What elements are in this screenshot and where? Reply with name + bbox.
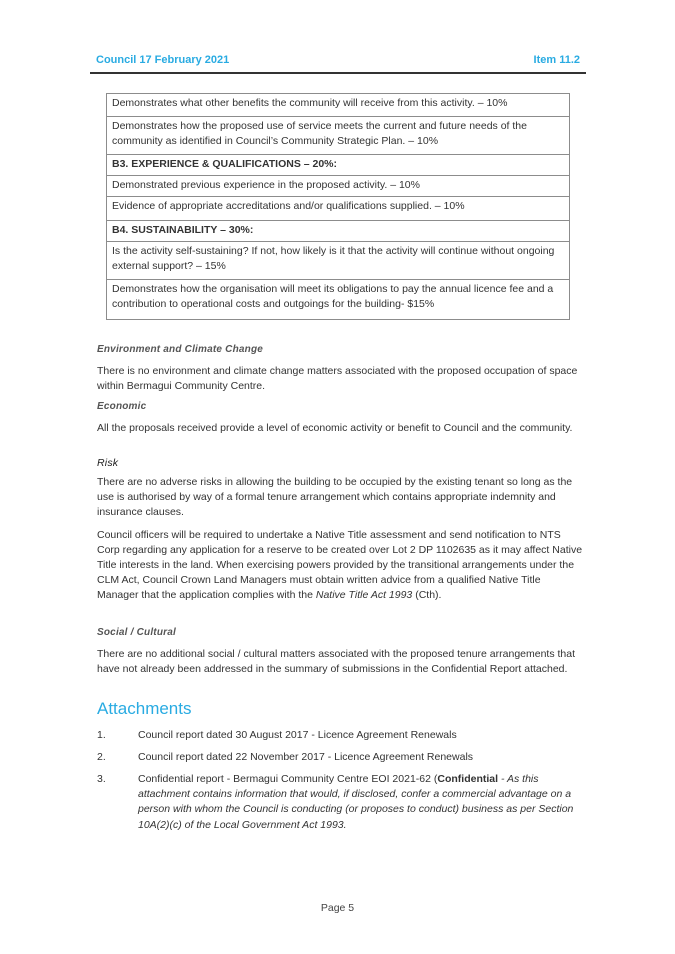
table-row: [107, 176, 570, 197]
criteria-heading-b4: B4. SUSTAINABILITY – 30%:: [107, 221, 570, 242]
section-heading: Risk: [97, 457, 119, 469]
act-title: Native Title Act 1993: [315, 589, 413, 602]
section-heading: Economic: [97, 401, 147, 412]
table-cell: Evidence of appropriate accreditations and/or qualifications supplied. – 10%: [107, 197, 570, 221]
social-section: [97, 627, 583, 677]
criteria-heading-b3: B3. EXPERIENCE & QUALIFICATIONS – 20%:: [107, 155, 570, 176]
section-body: All the proposals received provide a level of economic activity or benefit to Council and the community.: [97, 422, 573, 434]
attachments-heading: Attachments: [97, 699, 192, 718]
native-title-paragraph: [97, 528, 583, 604]
paragraph-text: (Cth).: [412, 589, 442, 602]
confidential-reason: - As this attachment contains information that would, if disclosed, confer a commercial advantage on a person with whom the Council is conducting (or proposes to conduct) business as per Section 10A(2)(c) of the Local Government Act 1993.: [138, 773, 574, 831]
confidential-label: Confidential: [437, 773, 499, 785]
section-heading: Social / Cultural: [97, 627, 176, 638]
section-body: There are no adverse risks in allowing the building to be occupied by the existing tenant so long as the use is authorised by way of a formal tenure arrangement which contains appropriate indemnity and insurance clauses.: [97, 476, 573, 519]
assessment-criteria-table: [106, 93, 570, 320]
economic-section: [97, 401, 583, 436]
attachment-text: Council report dated 30 August 2017 - Licence Agreement Renewals: [138, 729, 457, 741]
attachment-number: 2.: [97, 751, 106, 763]
page-number: Page 5: [320, 902, 355, 914]
table-row: [107, 155, 570, 176]
attachment-number: 3.: [97, 773, 106, 785]
environment-section: [97, 344, 583, 394]
item-number: Item 11.2: [533, 54, 580, 66]
page-header: [96, 52, 582, 72]
table-row: [107, 117, 570, 155]
attachment-text: [138, 772, 578, 833]
table-cell: Is the activity self-sustaining? If not, how likely is it that the activity will continue without ongoing external support? – 15%: [107, 242, 570, 280]
risk-section: [97, 457, 583, 604]
table-cell: Demonstrates what other benefits the community will receive from this activity. – 10%: [107, 94, 570, 117]
attachment-text: Council report dated 22 November 2017 - Licence Agreement Renewals: [138, 751, 474, 763]
table-cell: Demonstrates how the organisation will meet its obligations to pay the annual licence fee and a contribution to operational costs and outgoings for the building- $15%: [107, 280, 570, 320]
table-row: [107, 221, 570, 242]
table-row: [107, 197, 570, 221]
header-divider: [90, 72, 586, 74]
attachment-number: 1.: [97, 729, 106, 741]
section-heading: Environment and Climate Change: [97, 344, 264, 355]
table-row: [107, 242, 570, 280]
paragraph-text: Council officers will be required to undertake a Native Title assessment and send notification to NTS Corp regarding any application for a reserve to be created over Lot 2 DP 1102635 as it may affect Native Title interests in the land. When exercising powers provided by the transitional arrangements under the CLM Act, Council Crown Land Managers must obtain written advice from a qualified Native Title Manager that the application complies with the: [97, 528, 583, 602]
table-row: [107, 94, 570, 117]
table-cell: Demonstrated previous experience in the proposed activity. – 10%: [107, 176, 570, 197]
attachment-title: Confidential report - Bermagui Community Centre EOI 2021-62 (: [138, 773, 438, 785]
meeting-date: Council 17 February 2021: [96, 54, 230, 66]
table-row: [107, 280, 570, 320]
section-body: There is no environment and climate change matters associated with the proposed occupation of space within Bermagui Community Centre.: [97, 365, 578, 393]
table-cell: Demonstrates how the proposed use of service meets the current and future needs of the community as identified in Council’s Community Strategic Plan. – 10%: [107, 117, 570, 155]
section-body: There are no additional social / cultural matters associated with the proposed tenure arrangements that have not already been addressed in the summary of submissions in the Confidential Report attached.: [97, 648, 576, 676]
